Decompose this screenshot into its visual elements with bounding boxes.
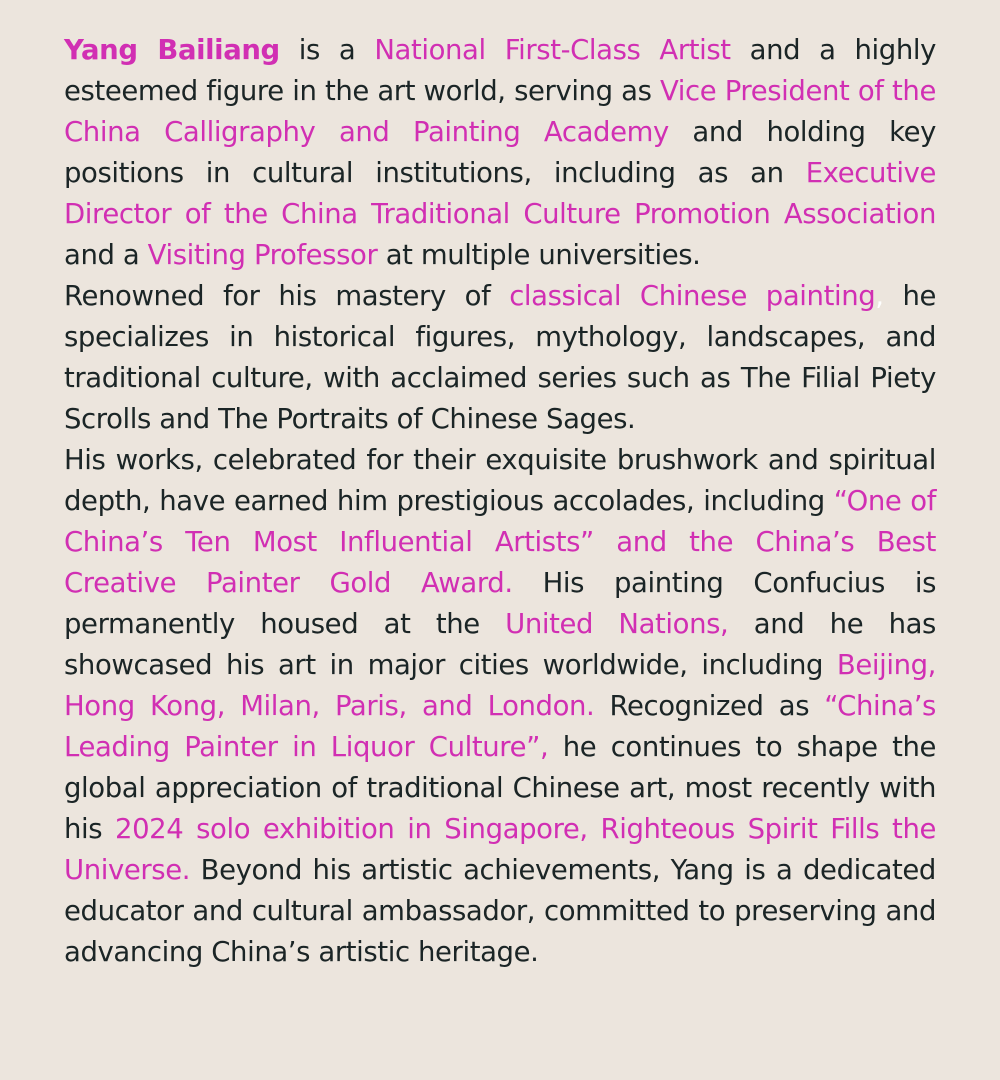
highlighted-text: Beijing, Hong Kong, Milan, Paris, and London.: [64, 649, 936, 722]
paragraph: [64, 440, 936, 973]
body-text: ,: [875, 280, 884, 312]
body-text: Renowned for his mastery of: [64, 280, 510, 312]
highlighted-text: “China’s Leading Painter in Liquor Culture”,: [64, 690, 936, 763]
highlighted-text: Vice President of the China Calligraphy and Painting Academy: [64, 75, 936, 148]
highlighted-text: “One of China’s Ten Most Influential Artists” and the China’s Best Creative Painter Gold Award.: [64, 485, 936, 599]
body-text: His painting Confucius is permanently housed at the: [64, 567, 936, 640]
highlighted-text: National First-Class Artist: [374, 34, 731, 66]
highlighted-text: 2024 solo exhibition in Singapore, Righteous Spirit Fills the Universe.: [64, 813, 936, 886]
body-text: is a: [279, 34, 375, 66]
highlighted-text: classical Chinese painting: [509, 280, 876, 312]
highlighted-text: Visiting Professor: [147, 239, 378, 271]
body-text: he specializes in historical figures, mythology, landscapes, and traditional culture, with acclaimed series such as The Filial Piety Scrolls and The Portraits of Chinese Sages.: [64, 280, 937, 435]
body-text: he continues to shape the global appreciation of traditional Chinese art, most recently with his: [64, 731, 936, 845]
biography-text: [64, 30, 936, 973]
body-text: Beyond his artistic achievements, Yang is a dedicated educator and cultural ambassador, committed to preserving and advancing China’s artistic heritage.: [64, 854, 936, 968]
body-text: and a highly esteemed figure in the art world, serving as: [64, 34, 936, 107]
body-text: and a: [64, 239, 148, 271]
highlighted-text: United Nations,: [505, 608, 729, 640]
paragraph: [64, 30, 936, 276]
paragraph: [64, 276, 936, 440]
body-text: at multiple universities.: [377, 239, 701, 271]
body-text: Recognized as: [594, 690, 825, 722]
highlighted-text: Yang Bailiang: [64, 34, 280, 66]
body-text: and holding key positions in cultural institutions, including as an: [64, 116, 937, 189]
body-text: His works, celebrated for their exquisite brushwork and spiritual depth, have earned him prestigious accolades, including: [64, 444, 936, 517]
body-text: and he has showcased his art in major cities worldwide, including: [64, 608, 936, 681]
highlighted-text: Executive Director of the China Traditional Culture Promotion Association: [64, 157, 936, 230]
